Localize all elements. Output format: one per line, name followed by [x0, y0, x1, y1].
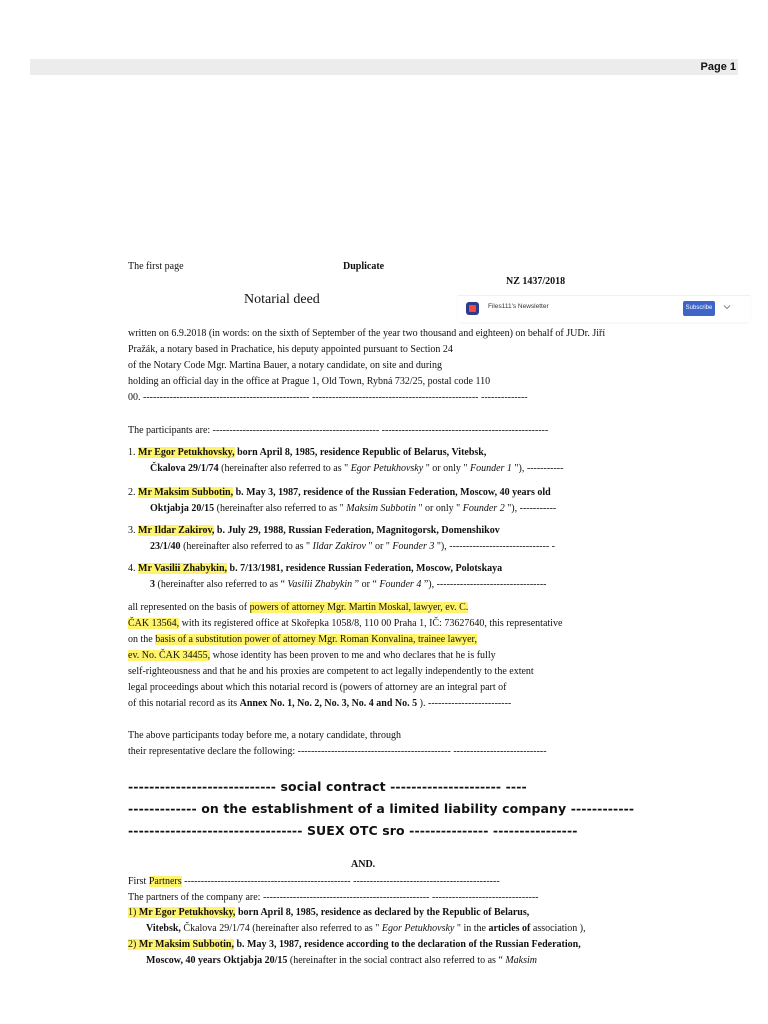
- intro-line: of the Notary Code Mgr. Martina Bauer, a notary candidate, on site and during: [128, 360, 442, 371]
- highlight-text: ČAK 13564,: [128, 618, 180, 629]
- and-label: AND.: [351, 859, 376, 870]
- section-heading: ---------------------------- social contract --------------------- ----: [128, 779, 527, 794]
- document-title: Notarial deed: [244, 292, 320, 307]
- partner-1: 1) Mr Egor Petukhovsky, born April 8, 1985, residence as declared by the Republic of Belarus,: [128, 907, 530, 918]
- participant-name-highlight: Mr Ildar Zakirov,: [138, 525, 215, 536]
- participant-4-cont: 3 (hereinafter also referred to as “ Vasilii Zhabykin ” or “ Founder 4 ”), ---------------------------------: [150, 579, 547, 590]
- highlight-text: ev. No. ČAK 34455,: [128, 650, 211, 661]
- representation-line: ev. No. ČAK 34455, whose identity has been proven to me and who declares that he is fully: [128, 650, 496, 661]
- section-heading: --------------------------------- SUEX OTC sro --------------- ----------------: [128, 823, 578, 838]
- participant-name-highlight: Mr Egor Petukhovsky,: [138, 447, 235, 458]
- participant-name-highlight: Mr Vasilii Zhabykin,: [138, 563, 228, 574]
- partner-name-highlight: Mr Maksim Subbotin,: [138, 939, 234, 950]
- newsletter-logo-icon: [466, 302, 479, 315]
- page-header-bar: [30, 59, 738, 75]
- subscribe-button[interactable]: Subscribe: [683, 301, 715, 316]
- newsletter-title: Files111's Newsletter: [488, 303, 549, 310]
- participant-3-cont: 23/1/40 (hereinafter also referred to as " Ildar Zakirov " or " Founder 3 "), ------------------------------ -: [150, 541, 555, 552]
- highlight-text: basis of a substitution power of attorney Mgr. Roman Konvalina, trainee lawyer,: [155, 634, 477, 645]
- partners-intro: The partners of the company are: -------------------------------------------------- --------------------------------: [128, 892, 539, 903]
- section-heading: ------------- on the establishment of a limited liability company ------------: [128, 801, 635, 816]
- nz-number: NZ 1437/2018: [506, 276, 566, 287]
- participant-2: 2. Mr Maksim Subbotin, b. May 3, 1987, residence of the Russian Federation, Moscow, 40 years old: [128, 487, 551, 498]
- page-number-label: Page 1: [700, 61, 736, 73]
- partner-1-cont: Vitebsk, Čkalova 29/1/74 (hereinafter also referred to as " Egor Petukhovsky " in the articles of association ),: [146, 923, 586, 934]
- partner-2-cont: Moscow, 40 years Oktjabja 20/15 (hereinafter in the social contract also referred to as “ Maksim: [146, 955, 538, 966]
- representation-line: self-righteousness and that he and his proxies are competent to act legally independently to the extent: [128, 666, 534, 677]
- highlight-text: powers of attorney Mgr. Martin Moskal, lawyer, ev. C.: [249, 602, 469, 613]
- duplicate-label: Duplicate: [343, 261, 385, 272]
- partner-2: 2) Mr Maksim Subbotin, b. May 3, 1987, residence according to the declaration of the Russian Federation,: [128, 939, 581, 950]
- intro-line: holding an official day in the office at Prague 1, Old Town, Rybná 732/25, postal code 110: [128, 376, 491, 387]
- representation-line: all represented on the basis of powers of attorney Mgr. Martin Moskal, lawyer, ev. C.: [128, 602, 469, 613]
- first-partners-line: First Partners -------------------------------------------------- --------------------------------------------: [128, 876, 500, 887]
- declaration-line: their representative declare the following: ---------------------------------------------- ----------------------------: [128, 746, 547, 757]
- participant-1-cont: Čkalova 29/1/74 (hereinafter also referred to as " Egor Petukhovsky " or only " Founder 1 "), -----------: [150, 463, 564, 474]
- representation-line: of this notarial record as its Annex No. 1, No. 2, No. 3, No. 4 and No. 5 ). -------------------------: [128, 698, 512, 709]
- participant-1: 1. Mr Egor Petukhovsky, born April 8, 1985, residence Republic of Belarus, Vitebsk,: [128, 447, 487, 458]
- newsletter-banner: [458, 295, 750, 322]
- representation-line: ČAK 13564, with its registered office at Skořepka 1058/8, 110 00 Praha 1, IČ: 73627640, this representative: [128, 618, 563, 629]
- participants-intro: The participants are: -------------------------------------------------- --------------------------------------------------: [128, 425, 549, 436]
- participant-3: 3. Mr Ildar Zakirov, b. July 29, 1988, Russian Federation, Magnitogorsk, Domenshikov: [128, 525, 500, 536]
- chevron-down-icon[interactable]: [722, 302, 732, 312]
- intro-line: written on 6.9.2018 (in words: on the sixth of September of the year two thousand and eighteen) on behalf of JUDr. Jiří: [128, 328, 606, 339]
- representation-line: legal proceedings about which this notarial record is (powers of attorney are an integral part of: [128, 682, 507, 693]
- participant-2-cont: Oktjabja 20/15 (hereinafter also referred to as " Maksim Subbotin " or only " Founder 2 "), -----------: [150, 503, 557, 514]
- highlight-text: Partners: [148, 876, 182, 887]
- partner-name-highlight: Mr Egor Petukhovsky,: [138, 907, 236, 918]
- representation-line: on the basis of a substitution power of attorney Mgr. Roman Konvalina, trainee lawyer,: [128, 634, 477, 645]
- intro-line: 00. -------------------------------------------------- -------------------------------------------------- --------------: [128, 392, 528, 403]
- intro-line: Pražák, a notary based in Prachatice, his deputy appointed pursuant to Section 24: [128, 344, 453, 355]
- first-page-label: The first page: [128, 261, 184, 272]
- participant-name-highlight: Mr Maksim Subbotin,: [138, 487, 234, 498]
- declaration-line: The above participants today before me, a notary candidate, through: [128, 730, 401, 741]
- participant-4: 4. Mr Vasilii Zhabykin, b. 7/13/1981, residence Russian Federation, Moscow, Polotskaya: [128, 563, 503, 574]
